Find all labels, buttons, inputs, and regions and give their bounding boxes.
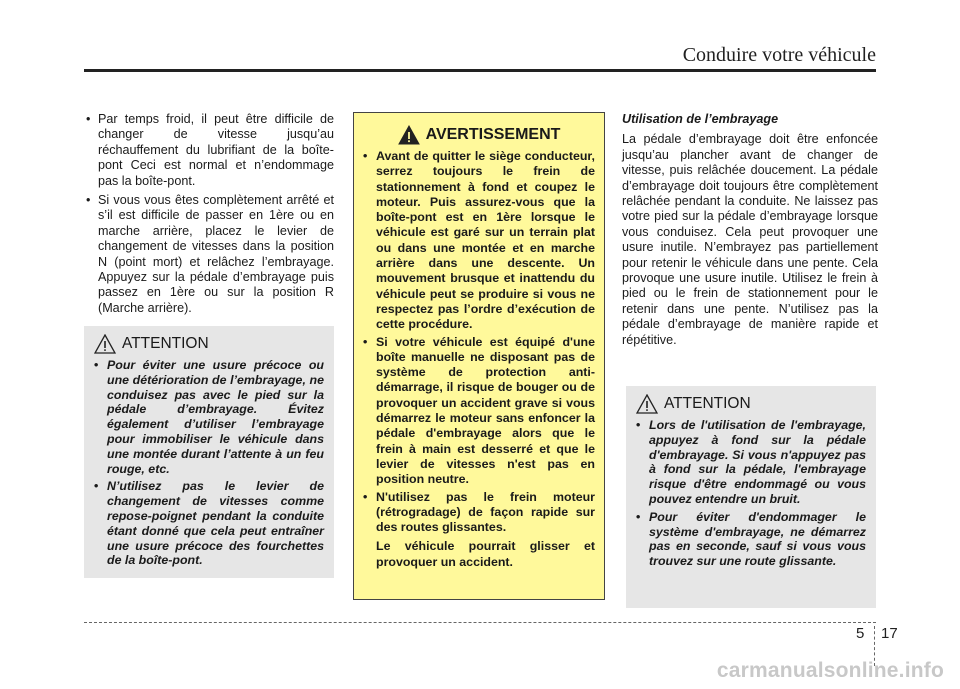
- list-item: [363, 490, 595, 570]
- attention-box-left: [84, 326, 334, 578]
- warning-item-extra: Le véhicule pourrait glisser et provoquer un accident.: [376, 539, 595, 569]
- list-item: • Avant de quitter le siège conducteur, serrez toujours le frein de stationnement à fond et coupez le moteur. Puis assurez-vous que la boîte-pont est en 1ère lorsque le véhicule est garé sur un terrain plat ou dans une montée et en marche arrière dans une descente. Un mouvement brusque et inattendu du véhicule peut se produire si vous ne respectez pas l’ordre d’exécution de cette procédure.: [363, 149, 595, 333]
- right-column: [622, 112, 878, 348]
- section-paragraph: La pédale d’embrayage doit être enfoncée jusqu’au plancher avant de changer de vitesse, puis relâchée doucement. La pédale d’embrayage doit toujours être complètement relâchée pendant la conduite. Ne laissez pas votre pied sur la pédale d’embrayage lorsque vous conduisez. Cela peut provoquer une usure inutile. N’embrayez pas partiellement pour retenir le véhicule dans une pente. Cela provoque une usure inutile. Utilisez le frein à pied ou le frein de stationnement pour le retenir dans une pente. N’utilisez pas la pédale d’embrayage de manière rapide et répétitive.: [622, 132, 878, 347]
- attention-box-right: [626, 386, 876, 608]
- attention-title: ATTENTION: [122, 335, 209, 352]
- warning-box: [353, 112, 605, 600]
- warning-triangle-icon: [398, 125, 420, 145]
- list-item: • Pour éviter d'endommager le système d'embrayage, ne démarrez pas en seconde, sauf si vous vous trouvez sur une route glissante.: [636, 510, 866, 569]
- list-item: • Par temps froid, il peut être difficile de changer de vitesse jusqu’au réchauffement du lubrifiant de la boîte-pont Ceci est normal et n’endommage pas la boîte-pont.: [84, 112, 334, 189]
- list-item: • Lors de l'utilisation de l'embrayage, appuyez à fond sur la pédale d'embrayage. Si vous n'appuyez pas à fond sur la pédale, l'embrayage risque d'être endommagé ou vous pouvez entendre un bruit.: [636, 418, 866, 507]
- page-header-title: Conduire votre véhicule: [682, 44, 876, 66]
- section-heading: Utilisation de l’embrayage: [622, 112, 779, 126]
- chapter-number: 5: [856, 625, 865, 642]
- left-column: [84, 112, 334, 320]
- list-item: • Pour éviter une usure précoce ou une détérioration de l’embrayage, ne conduisez pas avec le pied sur la pédale d’embrayage. Évitez également d’utiliser l’embrayage pour immobiliser le véhicule dans une montée durant l’attente à un feu rouge, etc.: [94, 358, 324, 476]
- list-item: • N’utilisez pas le levier de changement de vitesses comme repose-poignet pendant la conduite étant donné que cela peut entraîner une usure précoce des fourchettes de la boîte-pont.: [94, 479, 324, 568]
- caution-triangle-icon: [94, 334, 116, 354]
- watermark: carmanualsonline.info: [716, 659, 944, 682]
- caution-triangle-icon: [636, 394, 658, 414]
- header-rule: [84, 69, 876, 72]
- page-number: 17: [881, 625, 898, 642]
- list-item: • Si vous vous êtes complètement arrêté et s’il est difficile de passer en 1ère ou en marche arrière, placez le levier de changement de vitesses dans la position N (point mort) et relâchez l’embrayage. Appuyez sur la pédale d’embrayage puis passez en 1ère ou sur la position R (Marche arrière).: [84, 193, 334, 316]
- warning-title: AVERTISSEMENT: [425, 126, 561, 143]
- list-item: • Si votre véhicule est équipé d'une boîte manuelle ne disposant pas de système de protection anti-démarrage, il risque de bouger ou de provoquer un accident grave si vous démarrez le moteur sans enfoncer la pédale d'embrayage alors que le frein à main est desserré et que le levier de vitesses n'est pas en position neutre.: [363, 335, 595, 488]
- attention-title: ATTENTION: [664, 395, 751, 412]
- footer-rule: [84, 622, 876, 623]
- warning-item-text: N'utilisez pas le frein moteur (rétrogradage) de façon rapide sur des routes glissantes.: [376, 489, 595, 535]
- left-bullet-list: [84, 112, 334, 316]
